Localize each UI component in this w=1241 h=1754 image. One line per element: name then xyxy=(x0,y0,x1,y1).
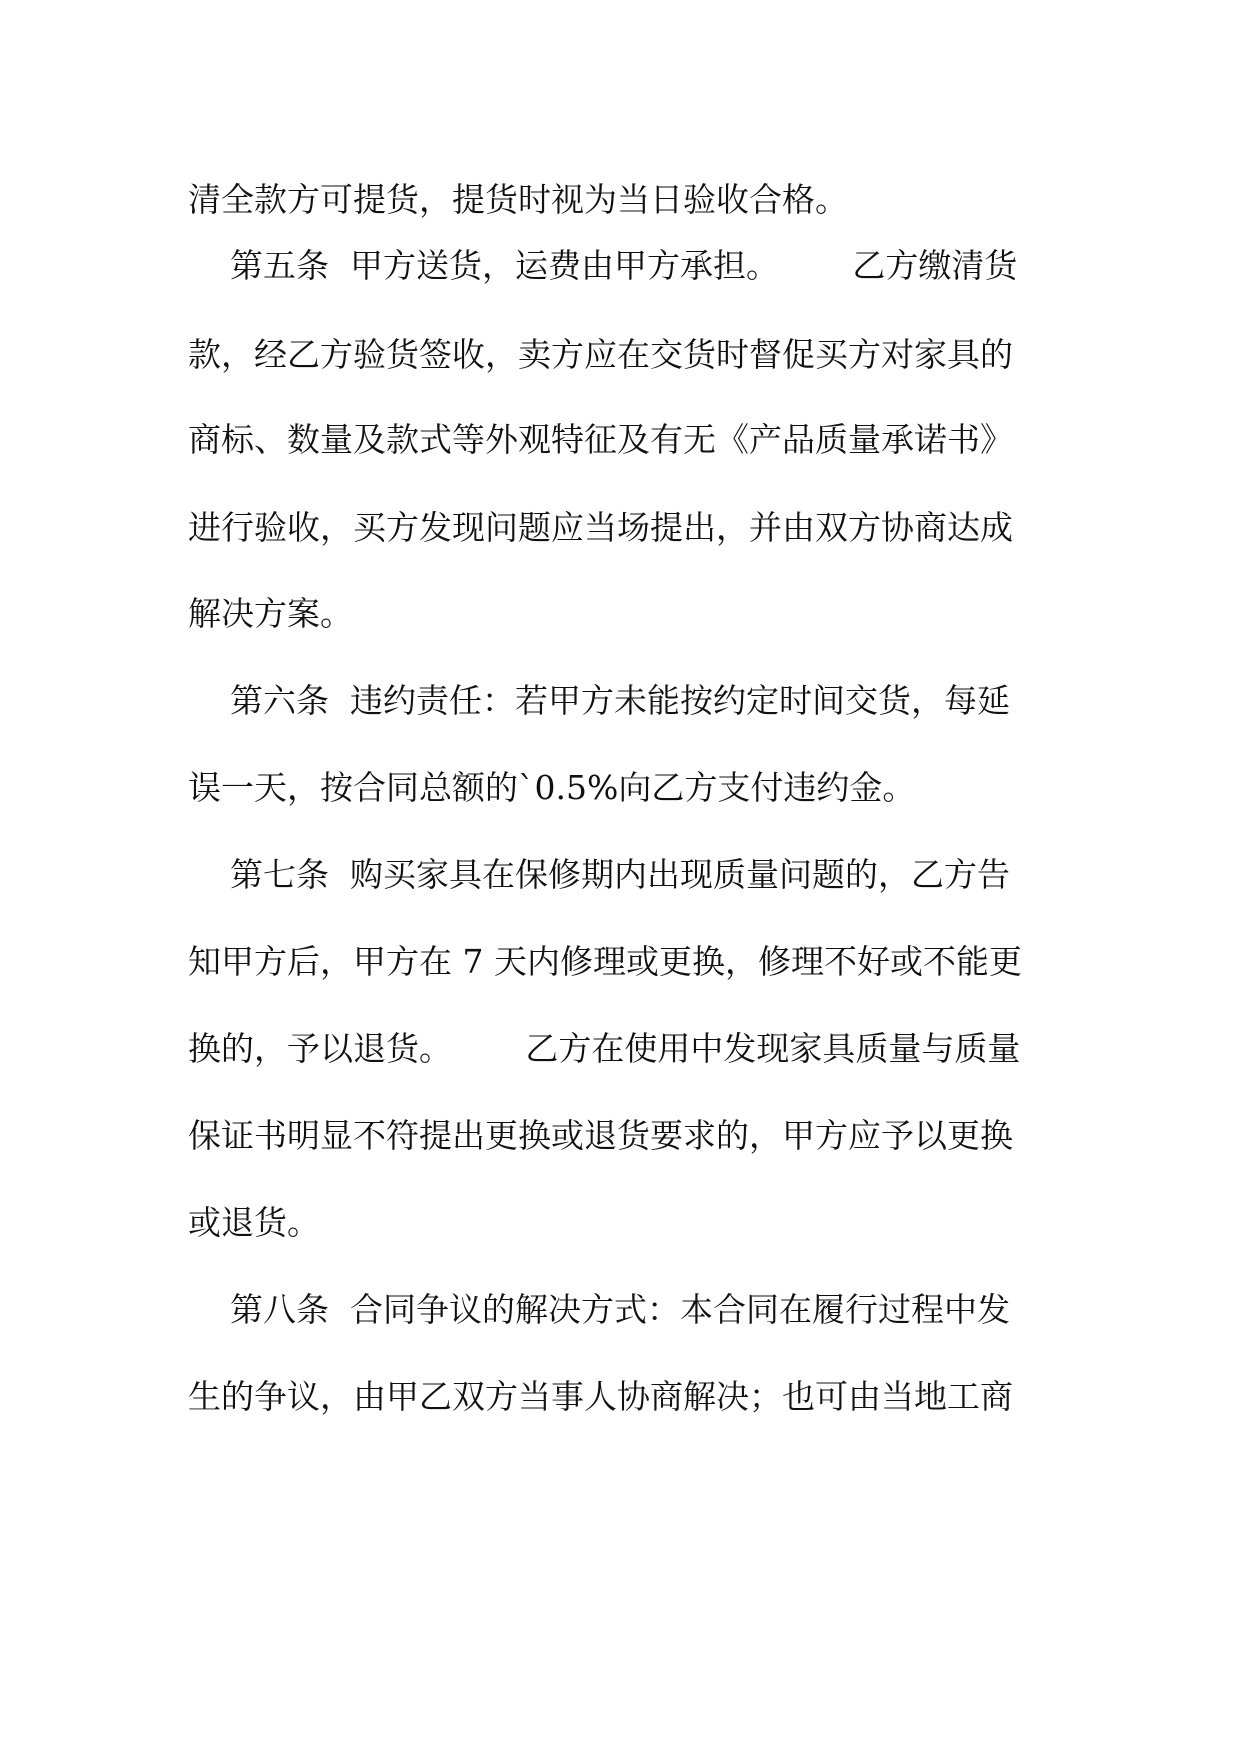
text-line: 换的，予以退货。 乙方在使用中发现家具质量与质量 xyxy=(188,1029,1021,1068)
text-line: 或退货。 xyxy=(188,1203,320,1242)
text-line: 清全款方可提货，提货时视为当日验收合格。 xyxy=(188,180,848,219)
text-line: 第五条 甲方送货，运费由甲方承担。 乙方缴清货 xyxy=(188,246,1018,285)
text-line: 商标、数量及款式等外观特征及有无《产品质量承诺书》 xyxy=(188,420,1013,459)
text-line: 生的争议，由甲乙双方当事人协商解决；也可由当地工商 xyxy=(188,1377,1013,1416)
text-line: 第七条 购买家具在保修期内出现质量问题的，乙方告 xyxy=(188,855,1010,894)
text-line: 进行验收，买方发现问题应当场提出，并由双方协商达成 xyxy=(188,508,1013,547)
text-line: 第八条 合同争议的解决方式：本合同在履行过程中发 xyxy=(188,1290,1010,1329)
text-line: 款，经乙方验货签收，卖方应在交货时督促买方对家具的 xyxy=(188,335,1013,374)
text-line: 误一天，按合同总额的`0.5%向乙方支付违约金。 xyxy=(188,768,916,807)
text-line: 保证书明显不符提出更换或退货要求的，甲方应予以更换 xyxy=(188,1116,1013,1155)
text-line: 解决方案。 xyxy=(188,594,353,633)
text-line: 第六条 违约责任：若甲方未能按约定时间交货，每延 xyxy=(188,681,1010,720)
text-line: 知甲方后，甲方在 7 天内修理或更换，修理不好或不能更 xyxy=(188,942,1022,981)
